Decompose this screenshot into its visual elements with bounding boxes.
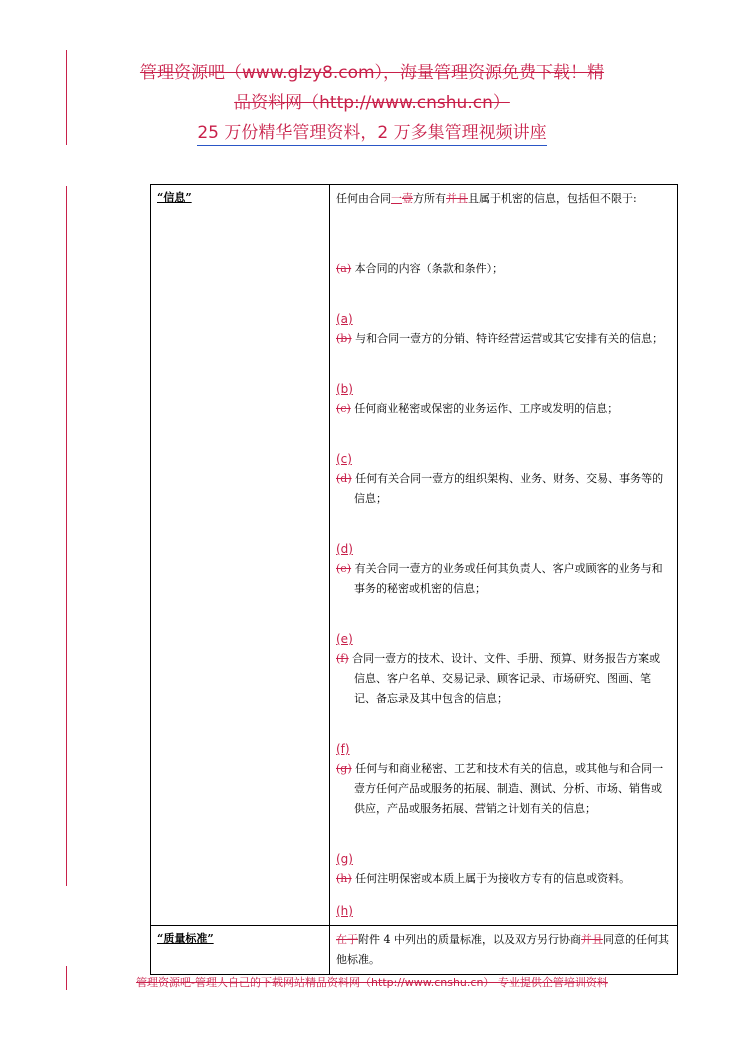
- deleted-label: (g): [336, 762, 352, 775]
- item-text: 任何注明保密或本质上属于为接收方专有的信息或资料。: [351, 872, 631, 885]
- term-cell: [151, 926, 330, 975]
- definition-cell: 在于附件 4 中列出的质量标准，以及双方另行协商并且同意的任何其他标准。: [330, 926, 678, 975]
- deleted-label: (f): [336, 652, 349, 665]
- inserted-label: (g): [336, 852, 353, 866]
- deleted-label: (d): [336, 472, 352, 485]
- item-text: 有关合同一壹方的业务或任何其负责人、客户或顾客的业务与和事务的秘密或机密的信息；: [351, 562, 663, 595]
- deleted-label: (a): [336, 262, 352, 275]
- definition-cell: [330, 185, 678, 926]
- margin-bar-mid: [66, 186, 67, 886]
- item-text: 合同一壹方的技术、设计、文件、手册、预算、财务报告方案或信息、客户名单、交易记录、顾客记录、市场研究、图画、笔记、备忘录及其中包含的信息；: [348, 652, 661, 705]
- list-item: [336, 559, 671, 599]
- item-text: 本合同的内容（条款和条件）；: [351, 262, 504, 275]
- document-header: [0, 58, 744, 148]
- list-item: [336, 259, 671, 279]
- deleted-label: (b): [336, 332, 352, 345]
- term-information: “信息”: [157, 191, 192, 204]
- deleted-label: (e): [336, 562, 352, 575]
- deleted-label: (c): [336, 402, 351, 415]
- definitions-table: [150, 184, 678, 975]
- list-item: [336, 869, 671, 889]
- inserted-label: (c): [336, 452, 352, 466]
- item-text: 任何有关合同一壹方的组织架构、业务、财务、交易、事务等的信息；: [351, 472, 664, 505]
- item-text: 与和合同一壹方的分销、特许经营运营或其它安排有关的信息；: [351, 332, 664, 345]
- inserted-label: (b): [336, 382, 353, 396]
- item-text: 任何商业秘密或保密的业务运作、工序或发明的信息；: [350, 402, 619, 415]
- footer-text: 管理资源吧-管理人自己的下载网站精品资料网（http://www.cnshu.cn） 专业提供企管培训资料: [136, 976, 608, 989]
- list-item: [336, 469, 671, 509]
- list-item: [336, 399, 671, 419]
- term-quality-standard: “质量标准”: [157, 932, 214, 945]
- inserted-label: (f): [336, 742, 350, 756]
- list-item: [336, 759, 671, 819]
- header-line-2: 品资料网（http://www.cnshu.cn）: [234, 93, 510, 113]
- inserted-label: (e): [336, 632, 353, 646]
- inserted-label: (a): [336, 312, 353, 326]
- document-footer: [0, 974, 744, 990]
- table-row: [151, 926, 678, 975]
- inserted-label: (d): [336, 542, 353, 556]
- table-row: [151, 185, 678, 926]
- term-cell: [151, 185, 330, 926]
- header-line-1: 管理资源吧（www.glzy8.com），海量管理资源免费下载！精: [139, 63, 605, 83]
- list-item: [336, 329, 671, 349]
- header-line-3: 25 万份精华管理资料，2 万多集管理视频讲座: [197, 121, 546, 146]
- definition-items: [336, 259, 671, 889]
- item-text: 任何与和商业秘密、工艺和技术有关的信息，或其他与和合同一壹方任何产品或服务的拓展、制造、测试、分析、市场、销售或供应，产品或服务拓展、营销之计划有关的信息；: [351, 762, 664, 815]
- list-item: [336, 649, 671, 709]
- deleted-label: (h): [336, 872, 352, 885]
- definition-intro: 任何由合同一壹方所有并且且属于机密的信息，包括但不限于:: [336, 192, 637, 205]
- final-inserted-label: (h): [336, 904, 353, 918]
